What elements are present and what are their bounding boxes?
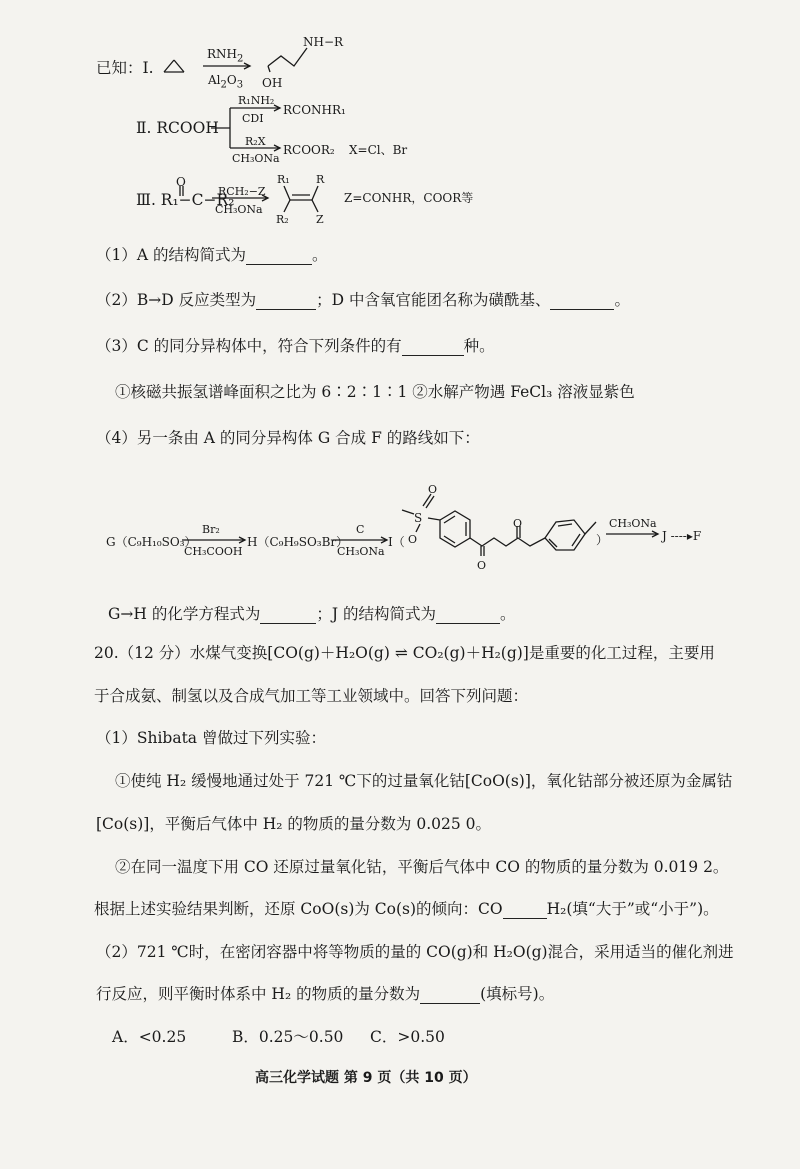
r1-reagent-top: $RNH_2$ [207, 47, 244, 65]
answer-blank[interactable] [260, 607, 316, 624]
r1-product-oh: OH [262, 76, 283, 90]
option-b: B．0.25～0.50 [232, 1028, 344, 1046]
r2-x-note: X=Cl、Br [349, 143, 408, 157]
question-3-conditions: ①核磁共振氢谱峰面积之比为 6∶2∶1∶1 ②水解产物遇 FeCl₃ 溶液显紫色 [115, 383, 635, 401]
route-i-open: I（ [388, 535, 405, 549]
ring-methyl-bond [585, 522, 596, 534]
route-s: S [414, 511, 423, 525]
epoxide-bond [174, 60, 184, 72]
question-3: （3）C 的同分异构体中，符合下列条件的有 种。 [96, 337, 495, 355]
s-methyl-bond [402, 510, 414, 514]
question-4-end: G→H 的化学方程式为 ；J 的结构简式为 。 [108, 605, 516, 623]
r3-carbonyl-o: O [176, 175, 186, 189]
s-ring-bond [428, 518, 440, 520]
route-ch3cooh: CH₃COOH [184, 545, 243, 558]
r3-p-r1: R₁ [277, 173, 290, 186]
oh-bond [268, 66, 270, 72]
q20-judgement: 根据上述实验结果判断，还原 CoO(s)为 Co(s)的倾向：CO H₂(填“大于”或“小于”)。 [94, 900, 719, 918]
route-o-keto: O [477, 559, 487, 572]
q20-experiment-1-b: [Co(s)]，平衡后气体中 H₂ 的物质的量分数为 0.025 0。 [96, 815, 492, 833]
r3-p-z: Z [316, 213, 324, 226]
ring-double-bond [558, 524, 572, 526]
answer-blank[interactable] [256, 293, 316, 310]
route-i-close: ） [596, 533, 609, 547]
r3-reagent-bottom: CH₃ONa [215, 203, 263, 216]
q20-heading: 20.（12 分）水煤气变换[CO(g)＋H₂O(g) ⇌ CO₂(g)＋H₂(g)]是重要的化工过程，主要用 [94, 644, 715, 662]
route-o-bottom: O [408, 533, 418, 546]
q20-part-2-a: （2）721 ℃时，在密闭容器中将等物质的量的 CO(g)和 H₂O(g)混合，采用适当的催化剂进 [96, 943, 734, 961]
epoxide-bond [164, 60, 174, 72]
answer-blank[interactable] [246, 248, 312, 265]
question-2: （2）B→D 反应类型为 ；D 中含氧官能团名称为磺酰基、 。 [96, 291, 630, 309]
r3-z-note: Z=CONHR，COOR等 [344, 191, 474, 205]
r3-reagent-top: RCH₂−Z [218, 185, 266, 198]
equilibrium-arrow: ⇌ [394, 644, 408, 662]
q20-experiment-2: ②在同一温度下用 CO 还原过量氧化钴，平衡后气体中 CO 的物质的量分数为 0.019 2。 [115, 858, 729, 876]
route-br2: Br₂ [202, 523, 220, 536]
r2-label: Ⅱ. RCOOH [136, 119, 219, 137]
r3-p-r: R [316, 173, 325, 186]
q20-part-1: （1）Shibata 曾做过下列实验： [96, 729, 326, 747]
q20-experiment-1-a: ①使纯 H₂ 缓慢地通过处于 721 ℃下的过量氧化钴[CoO(s)]，氧化钴部分被还原为金属钴 [115, 772, 733, 790]
q20-part-2-b: 行反应，则平衡时体系中 H₂ 的物质的量分数为 (填标号)。 [96, 985, 555, 1003]
r1-product-nh: NH−R [303, 35, 344, 49]
answer-blank[interactable] [420, 987, 480, 1004]
question-4: （4）另一条由 A 的同分异构体 G 合成 F 的路线如下： [96, 429, 480, 447]
route-ch3ona-1: CH₃ONa [337, 545, 385, 558]
q20-line-2: 于合成氨、制氢以及合成气加工等工业领域中。回答下列问题： [94, 687, 529, 705]
route-j-f: J ----▸F [662, 529, 702, 543]
answer-blank[interactable] [550, 293, 614, 310]
answer-blank[interactable] [503, 902, 547, 919]
question-1: （1）A 的结构简式为 。 [96, 246, 328, 264]
route-g: G（C₉H₁₀SO₃） [106, 535, 197, 549]
r2-bottom-reagent: R₂X [245, 135, 266, 148]
answer-blank[interactable] [402, 339, 464, 356]
route-ch3ona-2: CH₃ONa [609, 517, 657, 530]
r3-label: Ⅲ. R₁−C−R₂ [136, 191, 235, 209]
ring-double-bond [572, 534, 580, 546]
product-chain [268, 48, 307, 66]
keto-ester-chain [470, 538, 545, 546]
r2-bottom-product: RCOOR₂ [283, 143, 335, 157]
r2-top-cond: CDI [242, 112, 264, 125]
route-o-top: O [428, 483, 438, 496]
r1-reagent-bottom: $Al_2O_3$ [208, 73, 244, 91]
r2-bottom-cond: CH₃ONa [232, 152, 280, 165]
route-o-ester: O [513, 517, 523, 530]
page-footer: 高三化学试题 第 9 页（共 10 页） [255, 1070, 477, 1086]
answer-blank[interactable] [436, 607, 500, 624]
r3-p-r2: R₂ [276, 213, 289, 226]
r2-top-product: RCONHR₁ [283, 103, 346, 117]
option-c: C．>0.50 [370, 1028, 445, 1046]
route-c: C [356, 523, 365, 536]
known-intro: 已知：Ⅰ. [96, 59, 154, 77]
r2-top-reagent: R₁NH₂ [238, 94, 275, 107]
route-h: H（C₉H₉SO₃Br） [247, 535, 349, 549]
option-a: A．<0.25 [112, 1028, 187, 1046]
